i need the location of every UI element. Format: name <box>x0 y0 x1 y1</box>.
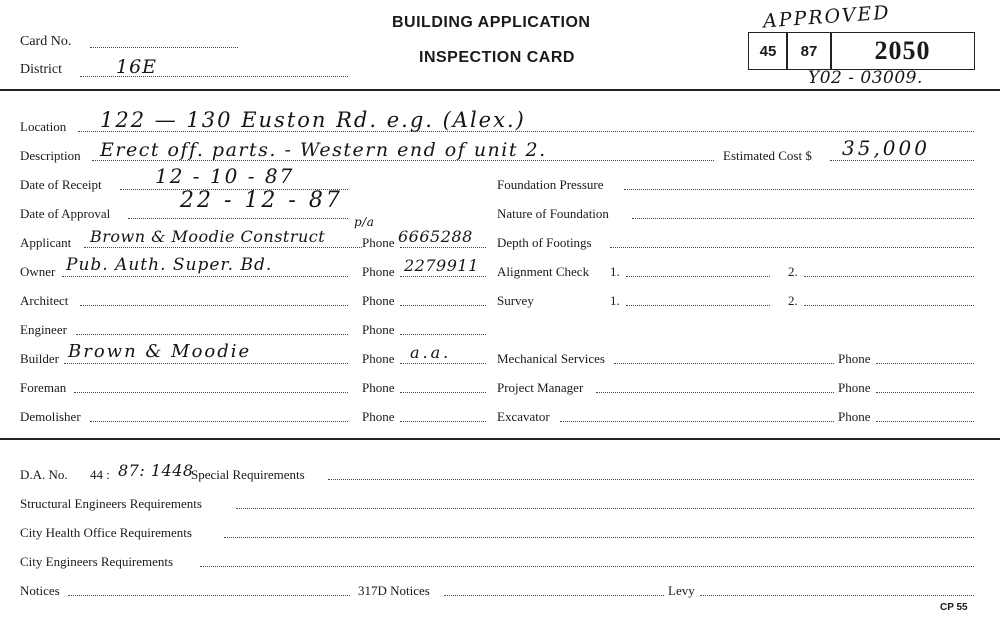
health-requirements-label: City Health Office Requirements <box>20 525 192 540</box>
form-code: CP 55 <box>940 602 968 613</box>
foreman-field[interactable] <box>74 392 348 393</box>
foreman-phone-field[interactable] <box>400 392 486 393</box>
project-manager-field[interactable] <box>596 392 834 393</box>
nature-foundation-label: Nature of Foundation <box>497 206 609 221</box>
excavator-phone-field[interactable] <box>876 421 974 422</box>
alignment-num-2: 2. <box>788 264 798 279</box>
excavator-label: Excavator <box>497 409 550 424</box>
da-number-value: 87: 1448 <box>118 461 194 480</box>
district-label: District <box>20 62 62 77</box>
ref-number: Y02 - 03009. <box>808 68 923 88</box>
owner-field[interactable] <box>62 276 348 277</box>
location-label: Location <box>20 119 67 134</box>
builder-phone-label: Phone <box>362 351 395 366</box>
special-requirements-label: Special Requirements <box>191 467 305 482</box>
builder-label: Builder <box>20 351 59 366</box>
description-label: Description <box>20 148 81 163</box>
card-no-field[interactable] <box>90 47 238 48</box>
demolisher-phone-label: Phone <box>362 409 395 424</box>
demolisher-field[interactable] <box>90 421 348 422</box>
depth-footings-field[interactable] <box>610 247 974 248</box>
da-number-label: D.A. No. <box>20 467 68 482</box>
estimated-cost-value: 35,000 <box>842 136 930 160</box>
applicant-note: p/a <box>354 215 375 229</box>
builder-value: Brown & Moodie <box>68 341 252 362</box>
levy-label: Levy <box>668 583 695 598</box>
architect-label: Architect <box>20 293 69 308</box>
project-manager-phone-field[interactable] <box>876 392 974 393</box>
depth-footings-label: Depth of Footings <box>497 235 592 250</box>
excavator-phone-label: Phone <box>838 409 871 424</box>
applicant-label: Applicant <box>20 235 72 250</box>
structural-requirements-label: Structural Engineers Requirements <box>20 496 202 511</box>
architect-phone-field[interactable] <box>400 305 486 306</box>
survey-2-field[interactable] <box>804 305 974 306</box>
date-approval-label: Date of Approval <box>20 206 111 221</box>
owner-phone-label: Phone <box>362 264 395 279</box>
mechanical-services-field[interactable] <box>614 363 834 364</box>
owner-label: Owner <box>20 264 56 279</box>
builder-field[interactable] <box>64 363 348 364</box>
survey-num-1: 1. <box>610 293 620 308</box>
date-approval-field[interactable] <box>128 218 348 219</box>
estimated-cost-label: Estimated Cost $ <box>723 148 812 163</box>
levy-field[interactable] <box>700 595 974 596</box>
foundation-pressure-label: Foundation Pressure <box>497 177 604 192</box>
excavator-field[interactable] <box>560 421 834 422</box>
date-receipt-value: 12 - 10 - 87 <box>155 164 295 188</box>
nature-foundation-field[interactable] <box>632 218 974 219</box>
district-value: 16E <box>116 56 158 78</box>
section-divider <box>0 438 1000 440</box>
engineer-label: Engineer <box>20 322 67 337</box>
foundation-pressure-field[interactable] <box>624 189 974 190</box>
card-number-box <box>830 32 975 70</box>
engineer-field[interactable] <box>76 334 348 335</box>
project-manager-label: Project Manager <box>497 380 584 395</box>
card-box-seq <box>786 32 832 70</box>
foreman-label: Foreman <box>20 380 67 395</box>
owner-value: Pub. Auth. Super. Bd. <box>66 255 273 275</box>
survey-label: Survey <box>497 293 534 308</box>
alignment-num-1: 1. <box>610 264 620 279</box>
architect-phone-label: Phone <box>362 293 395 308</box>
alignment-check-2-field[interactable] <box>804 276 974 277</box>
engineer-phone-field[interactable] <box>400 334 486 335</box>
applicant-phone-field[interactable] <box>400 247 486 248</box>
survey-1-field[interactable] <box>626 305 770 306</box>
estimated-cost-field[interactable] <box>830 160 974 161</box>
applicant-phone-value: 6665288 <box>398 227 473 246</box>
mechanical-phone-field[interactable] <box>876 363 974 364</box>
demolisher-label: Demolisher <box>20 409 81 424</box>
card-box-b: 87 <box>800 42 818 60</box>
architect-field[interactable] <box>80 305 348 306</box>
mechanical-services-label: Mechanical Services <box>497 351 605 366</box>
card-box-a: 45 <box>759 42 777 60</box>
foreman-phone-label: Phone <box>362 380 395 395</box>
header-divider <box>0 89 1000 91</box>
da-number-prefix: 44 : <box>90 467 110 482</box>
notices-317d-field[interactable] <box>444 595 664 596</box>
card-no-label: Card No. <box>20 34 72 49</box>
demolisher-phone-field[interactable] <box>400 421 486 422</box>
builder-phone-field[interactable] <box>400 363 486 364</box>
engineer-phone-label: Phone <box>362 322 395 337</box>
notices-317d-label: 317D Notices <box>358 583 430 598</box>
applicant-value: Brown & Moodie Construct <box>90 227 326 246</box>
page-title-line1: BUILDING APPLICATION <box>392 14 591 31</box>
owner-phone-field[interactable] <box>400 276 486 277</box>
card-box-year <box>748 32 788 70</box>
builder-phone-value: a.a. <box>410 343 452 362</box>
owner-phone-value: 2279911 <box>404 256 479 275</box>
description-value: Erect off. parts. - Western end of unit 2. <box>100 139 547 161</box>
special-requirements-field[interactable] <box>328 479 974 480</box>
notices-label: Notices <box>20 583 60 598</box>
health-requirements-field[interactable] <box>224 537 974 538</box>
survey-num-2: 2. <box>788 293 798 308</box>
structural-requirements-field[interactable] <box>236 508 974 509</box>
mechanical-phone-label: Phone <box>838 351 871 366</box>
alignment-check-label: Alignment Check <box>497 264 590 279</box>
project-manager-phone-label: Phone <box>838 380 871 395</box>
notices-field[interactable] <box>68 595 350 596</box>
city-engineers-requirements-label: City Engineers Requirements <box>20 554 174 569</box>
approved-stamp: APPROVED <box>762 1 892 33</box>
location-value: 122 — 130 Euston Rd. e.g. (Alex.) <box>100 108 526 132</box>
date-receipt-label: Date of Receipt <box>20 177 102 192</box>
date-approval-value: 22 - 12 - 87 <box>180 188 343 213</box>
card-number: 2050 <box>874 36 931 65</box>
city-engineers-requirements-field[interactable] <box>200 566 974 567</box>
alignment-check-1-field[interactable] <box>626 276 770 277</box>
page-title-line2: INSPECTION CARD <box>419 49 575 66</box>
applicant-phone-label: Phone <box>362 235 395 250</box>
